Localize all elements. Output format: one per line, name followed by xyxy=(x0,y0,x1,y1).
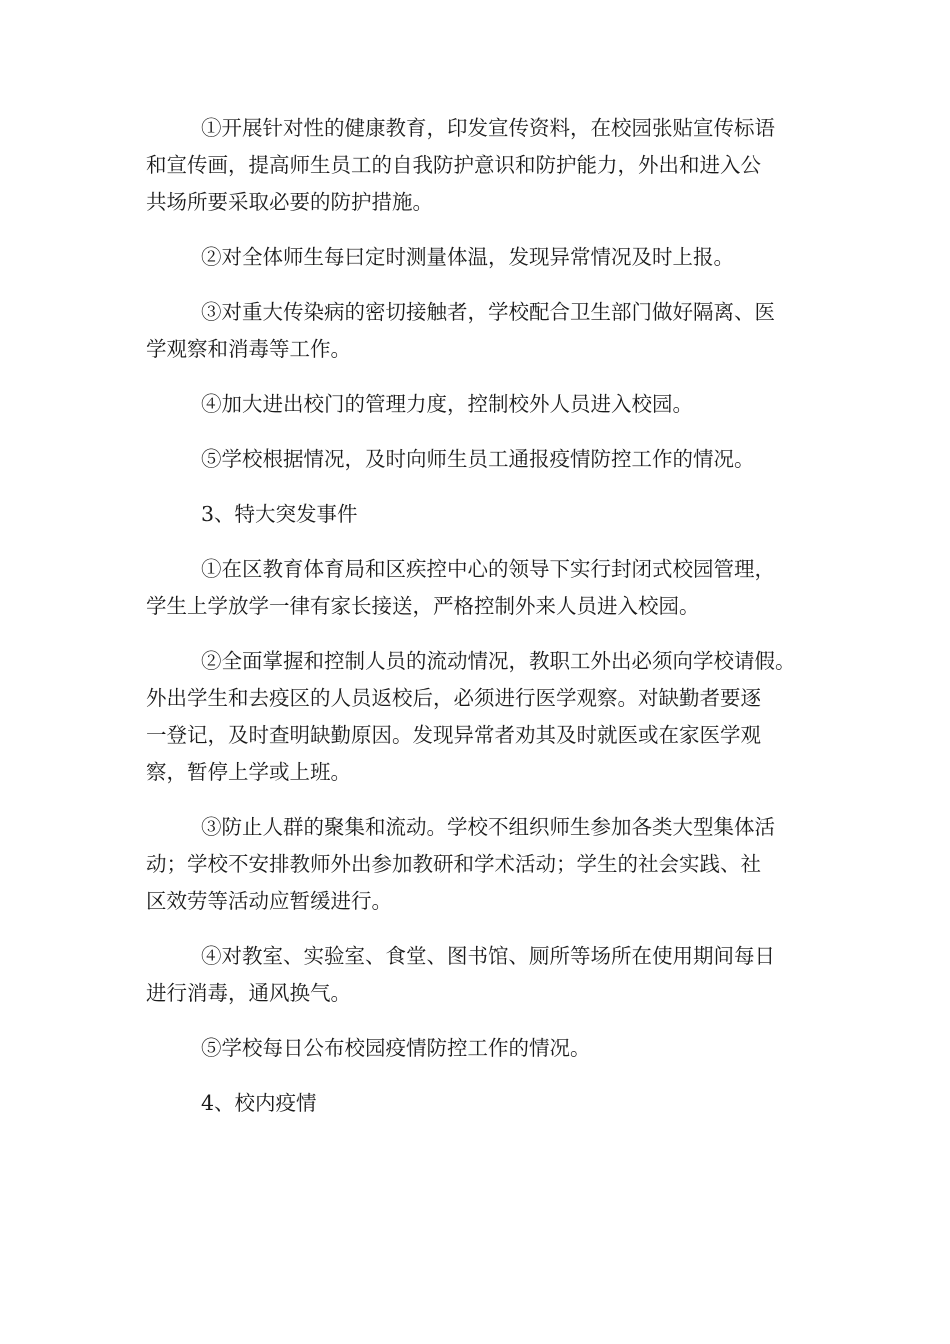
paragraph-notification xyxy=(146,441,816,478)
text-line: ③防止人群的聚集和流动。学校不组织师生参加各类大型集体活 xyxy=(201,815,775,839)
text-line: 察，暂停上学或上班。 xyxy=(146,760,351,784)
text-line: ⑤学校每日公布校园疫情防控工作的情况。 xyxy=(201,1036,591,1060)
paragraph-personnel-movement xyxy=(146,643,816,791)
paragraph-health-education xyxy=(146,110,816,221)
text-line: 一登记，及时查明缺勤原因。发现异常者劝其及时就医或在家医学观 xyxy=(146,723,761,747)
text-line: 和宣传画，提高师生员工的自我防护意识和防护能力，外出和进入公 xyxy=(146,153,761,177)
text-line: 学生上学放学一律有家长接送，严格控制外来人员进入校园。 xyxy=(146,594,700,618)
text-line: ①在区教育体育局和区疾控中心的领导下实行封闭式校园管理， xyxy=(201,557,775,581)
paragraph-close-contacts xyxy=(146,294,816,368)
text-line: ④对教室、实验室、食堂、图书馆、厕所等场所在使用期间每日 xyxy=(201,944,775,968)
paragraph-disinfection xyxy=(146,938,816,1012)
text-line: ③对重大传染病的密切接触者，学校配合卫生部门做好隔离、医 xyxy=(201,300,775,324)
document-body xyxy=(146,110,816,1140)
text-line: 共场所要采取必要的防护措施。 xyxy=(146,190,433,214)
paragraph-temperature-check xyxy=(146,239,816,276)
section-heading: 4、校内疫情 xyxy=(201,1091,317,1115)
section-heading: 3、特大突发事件 xyxy=(201,502,358,526)
paragraph-prevent-gathering xyxy=(146,809,816,920)
text-line: 动；学校不安排教师外出参加教研和学术活动；学生的社会实践、社 xyxy=(146,852,761,876)
paragraph-closed-campus xyxy=(146,551,816,625)
section-heading-campus-epidemic xyxy=(146,1085,816,1122)
text-line: ①开展针对性的健康教育，印发宣传资料，在校园张贴宣传标语 xyxy=(201,116,775,140)
section-heading-major-emergency xyxy=(146,496,816,533)
text-line: ⑤学校根据情况，及时向师生员工通报疫情防控工作的情况。 xyxy=(201,447,755,471)
text-line: 区效劳等活动应暂缓进行。 xyxy=(146,889,392,913)
paragraph-gate-management xyxy=(146,386,816,423)
text-line: 学观察和消毒等工作。 xyxy=(146,337,351,361)
text-line: ④加大进出校门的管理力度，控制校外人员进入校园。 xyxy=(201,392,693,416)
text-line: 进行消毒，通风换气。 xyxy=(146,981,351,1005)
text-line: 外出学生和去疫区的人员返校后，必须进行医学观察。对缺勤者要逐 xyxy=(146,686,761,710)
text-line: ②对全体师生每曰定时测量体温，发现异常情况及时上报。 xyxy=(201,245,734,269)
paragraph-daily-report xyxy=(146,1030,816,1067)
text-line: ②全面掌握和控制人员的流动情况，教职工外出必须向学校请假。 xyxy=(201,649,796,673)
